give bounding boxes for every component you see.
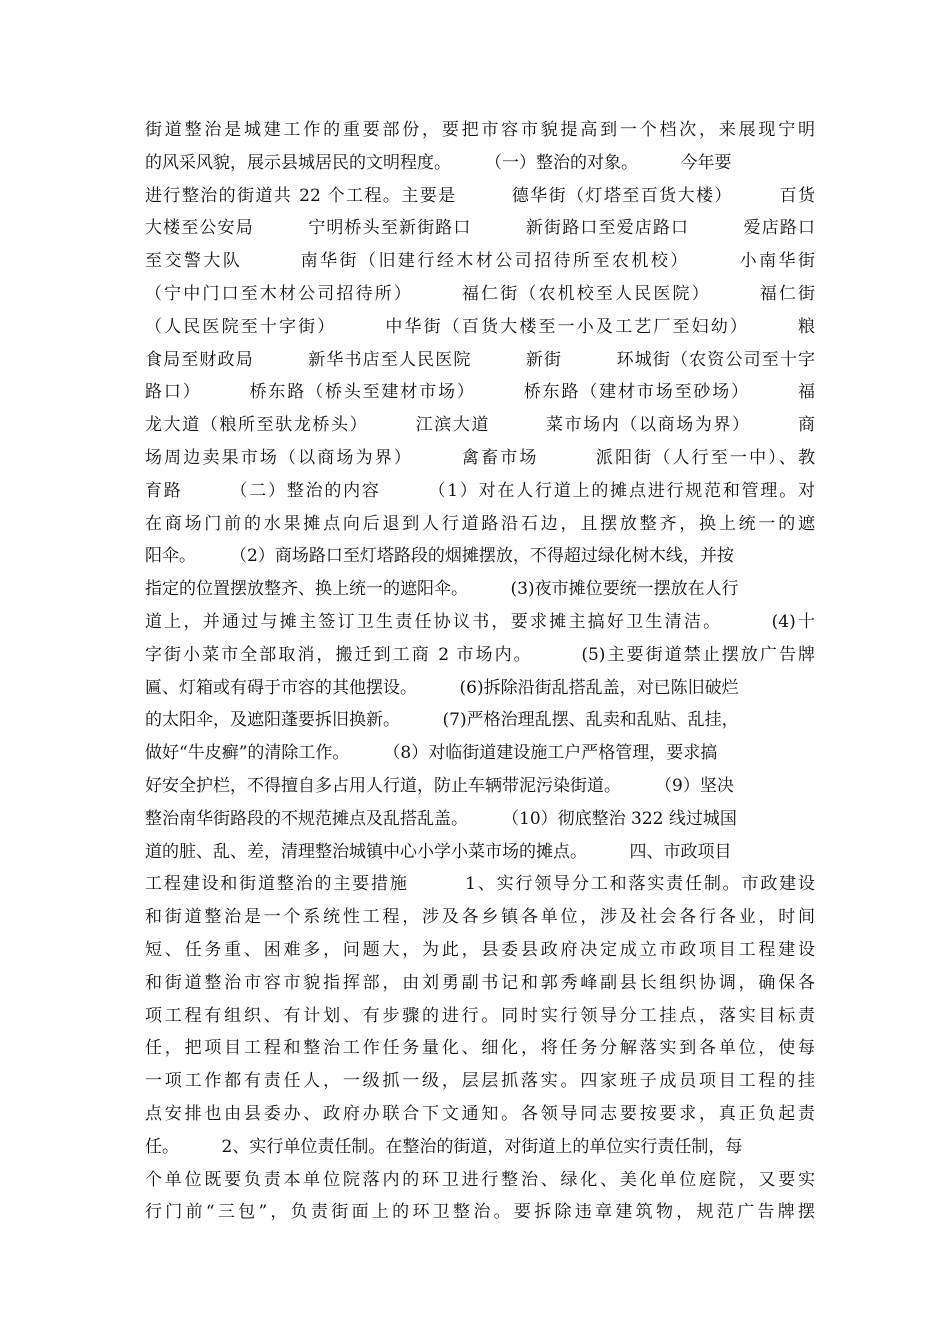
text-line: （人民医院至十字街） 中华街（百货大楼至一小及工艺厂至妇幼） 粮	[145, 316, 815, 337]
text-line: 个单位既要负责本单位院落内的环卫进行整治、绿化、美化单位庭院，又要实	[145, 1169, 815, 1190]
text-line: 匾、灯箱或有碍于市容的其他摆设。 (6)拆除沿街乱搭乱盖，对已陈旧破烂	[145, 677, 739, 698]
body-text	[145, 114, 815, 1229]
text-line: 一项工作都有责任人，一级抓一级，层层抓落实。四家班子成员项目工程的挂	[145, 1071, 815, 1092]
text-line: 指定的位置摆放整齐、换上统一的遮阳伞。 (3)夜市摊位要统一摆放在人行	[145, 579, 739, 600]
text-line: 项工程有组织、有计划、有步骤的进行。同时实行领导分工挂点，落实目标责	[145, 1005, 815, 1026]
text-line: 食局至财政局 新华书店至人民医院 新街 环城街（农资公司至十字	[145, 349, 815, 370]
text-line: 任，把项目工程和整治工作任务量化、细化，将任务分解落实到各单位，使每	[145, 1038, 815, 1059]
text-line: 工程建设和街道整治的主要措施 1、实行领导分工和落实责任制。市政建设	[145, 874, 815, 895]
text-line: 大楼至公安局 宁明桥头至新街路口 新街路口至爱店路口 爱店路口	[145, 218, 815, 239]
text-line: 在商场门前的水果摊点向后退到人行道路沿石边，且摆放整齐，换上统一的遮	[145, 513, 815, 534]
text-line: 任。 2、实行单位责任制。在整治的街道，对街道上的单位实行责任制，每	[145, 1136, 743, 1157]
text-line: （宁中门口至木材公司招待所） 福仁街（农机校至人民医院） 福仁街	[145, 283, 815, 304]
text-line: 整治南华街路段的不规范摊点及乱搭乱盖。 （10）彻底整治 322 线过城国	[145, 808, 737, 829]
text-line: 育路 （二）整治的内容 （1）对在人行道上的摊点进行规范和管理。对	[145, 480, 815, 501]
text-line: 至交警大队 南华街（旧建行经木材公司招待所至农机校） 小南华街	[145, 251, 815, 272]
text-line: 点安排也由县委办、政府办联合下文通知。各领导同志要按要求，真正负起责	[145, 1103, 815, 1124]
text-line: 街道整治是城建工作的重要部份，要把市容市貌提高到一个档次，来展现宁明	[145, 120, 815, 140]
text-line: 行门前“三包”，负责街面上的环卫整治。要拆除违章建筑物，规范广告牌摆	[145, 1202, 815, 1223]
text-line: 的风采风貌，展示县城居民的文明程度。 （一）整治的对象。 今年要	[145, 152, 732, 173]
text-line: 龙大道（粮所至驮龙桥头） 江滨大道 菜市场内（以商场为界） 商	[145, 415, 815, 436]
text-line: 和街道整治市容市貌指挥部，由刘勇副书记和郭秀峰副县长组织协调，确保各	[145, 972, 815, 993]
text-line: 道上，并通过与摊主签订卫生责任协议书，要求摊主搞好卫生清洁。 (4)十	[145, 611, 815, 632]
text-line: 进行整治的街道共 22 个工程。主要是 德华街（灯塔至百货大楼） 百货	[145, 185, 815, 206]
text-line: 和街道整治是一个系统性工程，涉及各乡镇各单位，涉及社会各行各业，时间	[145, 907, 815, 928]
text-line: 短、任务重、困难多，问题大，为此，县委县政府决定成立市政项目工程建设	[145, 939, 815, 960]
text-line: 做好“牛皮癣”的清除工作。 （8）对临街道建设施工户严格管理，要求搞	[145, 743, 718, 764]
text-line: 的太阳伞，及遮阳蓬要拆旧换新。 (7)严格治理乱摆、乱卖和乱贴、乱挂，	[145, 710, 739, 731]
text-line: 字街小菜市全部取消，搬迁到工商 2 市场内。 (5)主要街道禁止摆放广告牌	[145, 644, 815, 665]
text-line: 道的脏、乱、差，清理整治城镇中心小学小菜市场的摊点。 四、市政项目	[145, 841, 732, 862]
text-line: 阳伞。 （2）商场路口至灯塔路段的烟摊摆放，不得超过绿化树木线，并按	[145, 546, 734, 567]
text-line: 路口） 桥东路（桥头至建材市场） 桥东路（建材市场至砂场） 福	[145, 382, 815, 403]
text-line: 好安全护栏，不得擅自多占用人行道，防止车辆带泥污染街道。 （9）坚决	[145, 775, 734, 796]
text-line: 场周边卖果市场（以商场为界） 禽畜市场 派阳街（人行至一中）、教	[145, 447, 815, 468]
